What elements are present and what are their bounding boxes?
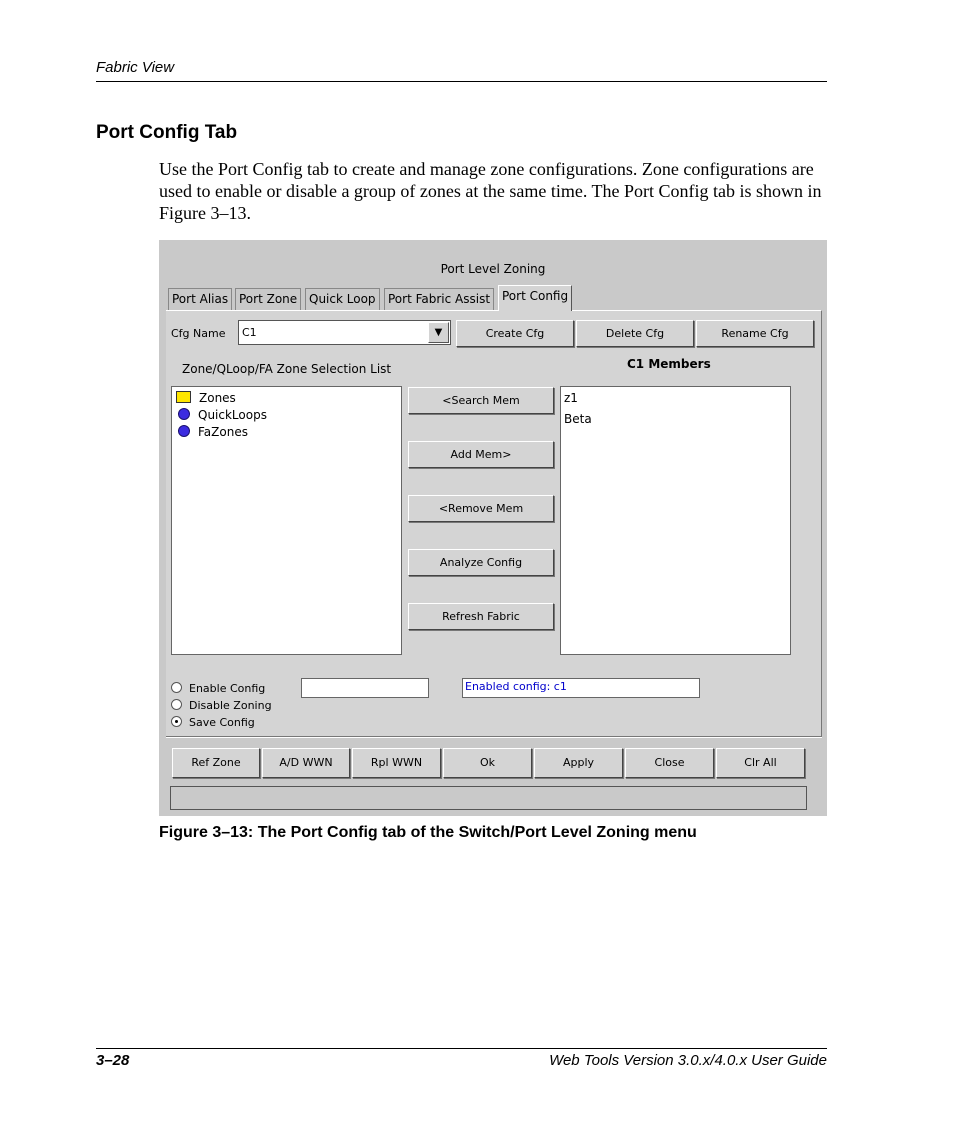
tree-item-zones[interactable]: Zones bbox=[176, 390, 236, 407]
footer-rule bbox=[96, 1048, 827, 1049]
analyze-config-button[interactable]: Analyze Config bbox=[408, 549, 554, 576]
members-label: C1 Members bbox=[627, 357, 711, 371]
tree-item-quickloops[interactable]: QuickLoops bbox=[176, 407, 267, 424]
member-item[interactable]: z1 bbox=[564, 391, 578, 405]
section-title: Port Config Tab bbox=[96, 122, 238, 143]
save-config-radio[interactable]: Save Config bbox=[171, 716, 255, 729]
tab-port-fabric-assist[interactable]: Port Fabric Assist bbox=[384, 288, 494, 310]
radio-icon bbox=[171, 682, 182, 693]
body-paragraph: Use the Port Config tab to create and manage zone configurations. Zone configurations are used to enable or disable a group of zones at the same time. The Port Config tab is shown in Figure 3–13. bbox=[159, 159, 822, 223]
create-cfg-button[interactable]: Create Cfg bbox=[456, 320, 574, 347]
quickloop-icon bbox=[178, 408, 190, 420]
page-number: 3–28 bbox=[96, 1052, 130, 1069]
separator bbox=[166, 736, 822, 738]
tab-port-zone[interactable]: Port Zone bbox=[235, 288, 301, 310]
tab-port-config[interactable]: Port Config bbox=[498, 285, 572, 311]
members-list[interactable] bbox=[560, 386, 791, 655]
rpl-wwn-button[interactable]: Rpl WWN bbox=[352, 748, 441, 778]
refresh-fabric-button[interactable]: Refresh Fabric bbox=[408, 603, 554, 630]
cfg-name-combobox[interactable] bbox=[238, 320, 451, 345]
port-config-screenshot bbox=[159, 240, 827, 816]
rename-cfg-button[interactable]: Rename Cfg bbox=[696, 320, 814, 347]
remove-mem-button[interactable]: <Remove Mem bbox=[408, 495, 554, 522]
member-item[interactable]: Beta bbox=[564, 412, 592, 426]
selection-list-label: Zone/QLoop/FA Zone Selection List bbox=[182, 362, 392, 376]
enabled-config-field: Enabled config: c1 bbox=[462, 678, 700, 698]
add-mem-button[interactable]: Add Mem> bbox=[408, 441, 554, 468]
tab-port-alias[interactable]: Port Alias bbox=[168, 288, 232, 310]
ok-button[interactable]: Ok bbox=[443, 748, 532, 778]
header-rule bbox=[96, 81, 827, 82]
apply-button[interactable]: Apply bbox=[534, 748, 623, 778]
cfg-name-value: C1 bbox=[242, 326, 257, 339]
running-header: Fabric View bbox=[96, 59, 175, 76]
delete-cfg-button[interactable]: Delete Cfg bbox=[576, 320, 694, 347]
enable-config-radio[interactable]: Enable Config bbox=[171, 682, 265, 695]
selection-list[interactable] bbox=[171, 386, 402, 655]
search-mem-button[interactable]: <Search Mem bbox=[408, 387, 554, 414]
radio-checked-icon bbox=[171, 716, 182, 727]
disable-zoning-radio[interactable]: Disable Zoning bbox=[171, 699, 272, 712]
config-name-input[interactable] bbox=[301, 678, 429, 698]
fazone-icon bbox=[178, 425, 190, 437]
window-title: Port Level Zoning bbox=[440, 262, 546, 276]
close-button[interactable]: Close bbox=[625, 748, 714, 778]
figure-caption: Figure 3–13: The Port Config tab of the Switch/Port Level Zoning menu bbox=[159, 824, 697, 841]
status-bar bbox=[170, 786, 807, 810]
tab-quick-loop[interactable]: Quick Loop bbox=[305, 288, 380, 310]
ad-wwn-button[interactable]: A/D WWN bbox=[262, 748, 350, 778]
clr-all-button[interactable]: Clr All bbox=[716, 748, 805, 778]
ref-zone-button[interactable]: Ref Zone bbox=[172, 748, 260, 778]
cfg-name-label: Cfg Name bbox=[171, 327, 226, 340]
chevron-down-icon[interactable]: ▼ bbox=[428, 322, 449, 343]
tree-item-fazones[interactable]: FaZones bbox=[176, 424, 248, 441]
guide-title: Web Tools Version 3.0.x/4.0.x User Guide bbox=[549, 1052, 827, 1069]
radio-icon bbox=[171, 699, 182, 710]
folder-icon bbox=[176, 391, 191, 403]
